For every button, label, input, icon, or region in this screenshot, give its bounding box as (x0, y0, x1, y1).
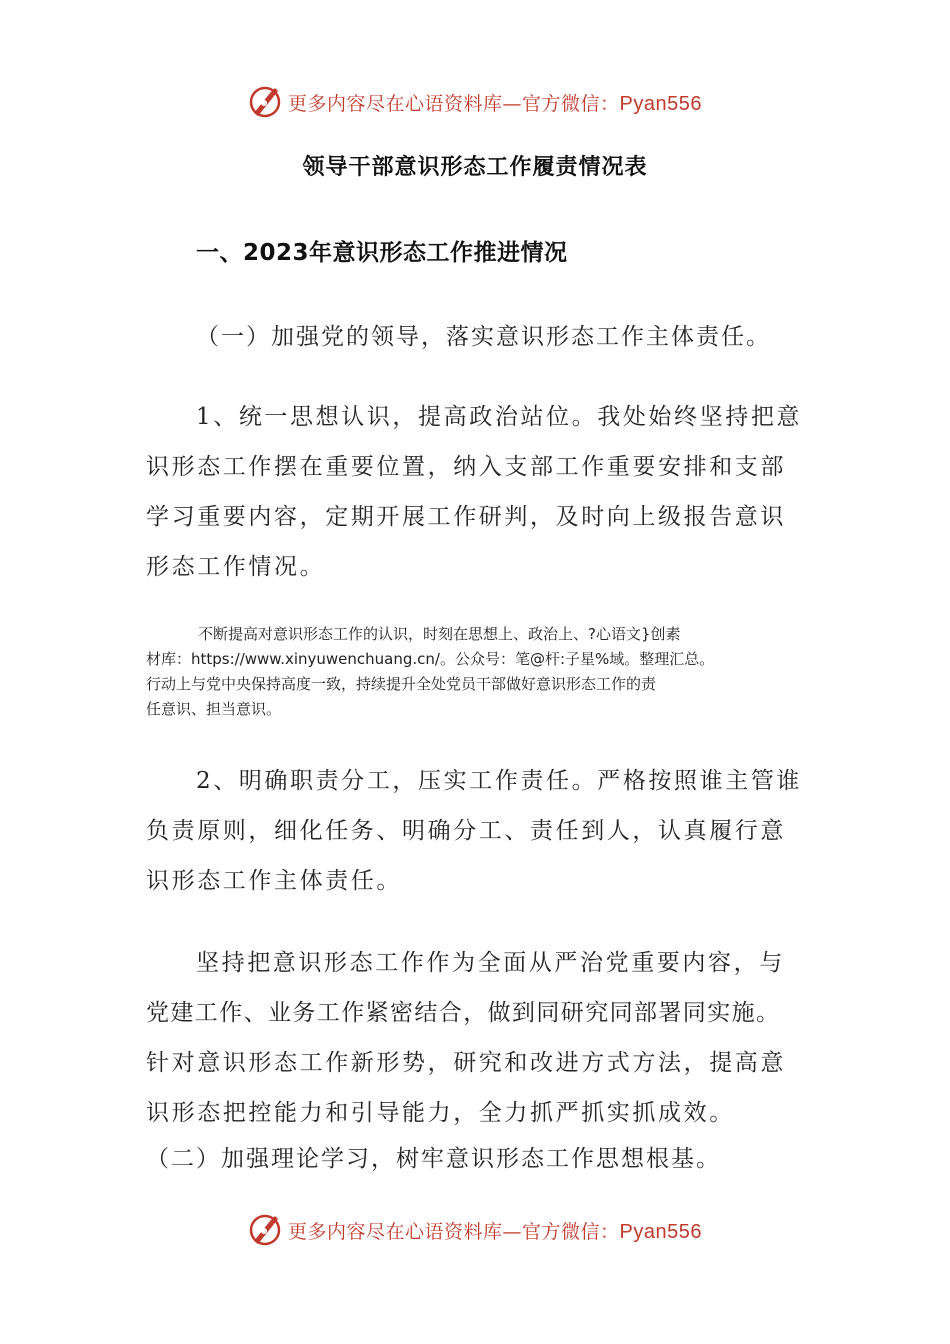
section-heading: 一、2023年意识形态工作推进情况 (196, 240, 568, 266)
paragraph-line: 党建工作、业务工作紧密结合，做到同研究同部署同实施。 (146, 1000, 781, 1026)
document-title: 领导干部意识形态工作履责情况表 (302, 155, 648, 180)
header-watermark-banner (0, 82, 950, 122)
small-line: 任意识、担当意识。 (146, 700, 282, 718)
pen-logo-icon (248, 85, 282, 119)
banner-dash: — (502, 1220, 523, 1243)
paragraph-1 (146, 392, 806, 592)
pen-logo-icon (248, 1213, 282, 1247)
paragraph-line: 识形态工作摆在重要位置，纳入支部工作重要安排和支部 (146, 454, 786, 480)
banner-dash: — (502, 92, 523, 115)
paragraph-line: 1、统一思想认识，提高政治站位。我处始终坚持把意 (196, 404, 803, 430)
subsection-heading-2: （二）加强理论学习，树牢意识形态工作思想根基。 (146, 1146, 721, 1172)
paragraph-2 (146, 756, 806, 906)
paragraph-line: 形态工作情况。 (146, 554, 326, 580)
paragraph-line: 识形态把控能力和引导能力，全力抓严抓实抓成效。 (146, 1100, 735, 1126)
paragraph-line: 负责原则，细化任务、明确分工、责任到人，认真履行意 (146, 818, 786, 844)
subsection-heading-1: （一）加强党的领导，落实意识形态工作主体责任。 (196, 324, 771, 350)
paragraph-line: 2、明确职责分工，压实工作责任。严格按照谁主管谁 (196, 768, 803, 794)
paragraph-line: 学习重要内容，定期开展工作研判，及时向上级报告意识 (146, 504, 786, 530)
small-line: 不断提高对意识形态工作的认识，时刻在思想上、政治上、?心语文}创素 (198, 625, 681, 643)
banner-wechat-label: 官方微信： (522, 1220, 620, 1243)
small-line: 材库：https://www.xinyuwenchuang.cn/。公众号：笔@杆:子星%域。整理汇总。 (146, 650, 715, 668)
paragraph-line: 针对意识形态工作新形势，研究和改进方式方法，提高意 (146, 1050, 786, 1076)
paragraph-line: 坚持把意识形态工作作为全面从严治党重要内容，与 (196, 950, 785, 976)
small-print-paragraph (146, 622, 816, 722)
paragraph-3 (146, 938, 806, 1138)
footer-watermark-banner (0, 1210, 950, 1250)
banner-wechat-id: Pyan556 (619, 92, 702, 115)
banner-wechat-label: 官方微信： (522, 92, 620, 115)
small-line: 行动上与党中央保持高度一致，持续提升全处党员干部做好意识形态工作的责 (146, 675, 657, 693)
banner-library-name: 更多内容尽在心语资料库 (288, 1220, 503, 1243)
banner-wechat-id: Pyan556 (619, 1220, 702, 1243)
banner-library-name: 更多内容尽在心语资料库 (288, 92, 503, 115)
banner-text (288, 89, 702, 116)
banner-text (288, 1217, 702, 1244)
paragraph-line: 识形态工作主体责任。 (146, 868, 402, 894)
